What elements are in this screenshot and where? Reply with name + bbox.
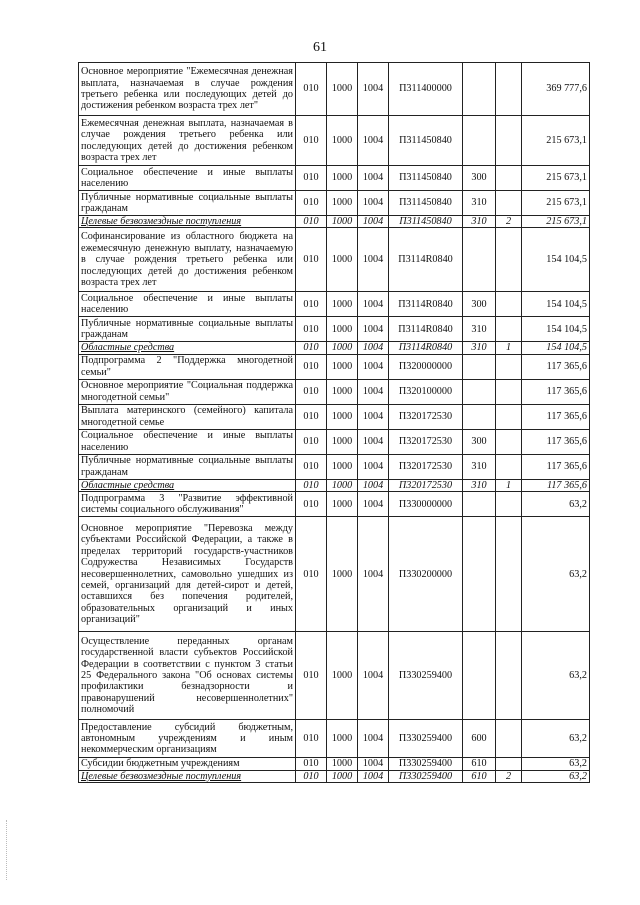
row-grbs-code: 010 xyxy=(296,191,327,216)
row-name: Социальное обеспечение и иные выплаты населению xyxy=(79,429,296,454)
table-row xyxy=(79,770,590,782)
row-grbs-code: 010 xyxy=(296,354,327,379)
row-subsection-code: 1004 xyxy=(358,317,389,342)
row-section-code: 1000 xyxy=(327,454,358,479)
row-section-code: 1000 xyxy=(327,354,358,379)
row-target-article: П330259400 xyxy=(389,758,463,770)
row-name: Областные средства xyxy=(79,342,296,354)
row-name: Субсидии бюджетным учреждениям xyxy=(79,758,296,770)
row-subsection-code: 1004 xyxy=(358,429,389,454)
row-name: Предоставление субсидий бюджетным, автономным учреждениям и иным некоммерческим организациям xyxy=(79,720,296,758)
row-expense-type xyxy=(463,517,496,632)
row-subsection-code: 1004 xyxy=(358,479,389,491)
row-subsection-code: 1004 xyxy=(358,228,389,292)
row-grbs-code: 010 xyxy=(296,228,327,292)
row-amount: 215 673,1 xyxy=(522,191,590,216)
row-name: Социальное обеспечение и иные выплаты населению xyxy=(79,166,296,191)
row-expense-type: 310 xyxy=(463,454,496,479)
row-grbs-code: 010 xyxy=(296,292,327,317)
table-row xyxy=(79,492,590,517)
row-amount: 154 104,5 xyxy=(522,342,590,354)
table-row xyxy=(79,166,590,191)
table-row xyxy=(79,404,590,429)
table-row xyxy=(79,720,590,758)
row-subsection-code: 1004 xyxy=(358,216,389,228)
row-amount: 117 365,6 xyxy=(522,404,590,429)
row-grbs-code: 010 xyxy=(296,454,327,479)
row-grbs-code: 010 xyxy=(296,342,327,354)
row-amount: 215 673,1 xyxy=(522,116,590,166)
row-expense-type xyxy=(463,116,496,166)
table-row xyxy=(79,116,590,166)
table-row xyxy=(79,354,590,379)
row-amount: 117 365,6 xyxy=(522,429,590,454)
row-amount: 63,2 xyxy=(522,492,590,517)
row-grbs-code: 010 xyxy=(296,758,327,770)
row-funding-source xyxy=(496,354,522,379)
row-target-article: П311400000 xyxy=(389,63,463,116)
row-name: Основное мероприятие "Перевозка между субъектами Российской Федерации, а также в пределах территорий государств-участников Содружества Независимых Государств несовершеннолетних, самовольно ушедших из семей, организаций для детей-сирот и детей, оставшихся без попечения родителей, образовательных организаций и иных организаций" xyxy=(79,517,296,632)
row-section-code: 1000 xyxy=(327,720,358,758)
row-target-article: П311450840 xyxy=(389,216,463,228)
row-amount: 63,2 xyxy=(522,517,590,632)
row-name: Основное мероприятие "Социальная поддержка многодетной семьи" xyxy=(79,379,296,404)
row-expense-type xyxy=(463,632,496,720)
row-target-article: П320172530 xyxy=(389,479,463,491)
row-subsection-code: 1004 xyxy=(358,292,389,317)
row-expense-type: 300 xyxy=(463,166,496,191)
row-expense-type: 310 xyxy=(463,479,496,491)
row-name: Публичные нормативные социальные выплаты гражданам xyxy=(79,191,296,216)
row-target-article: П320172530 xyxy=(389,404,463,429)
row-expense-type: 310 xyxy=(463,191,496,216)
row-section-code: 1000 xyxy=(327,166,358,191)
row-grbs-code: 010 xyxy=(296,720,327,758)
row-funding-source xyxy=(496,379,522,404)
row-section-code: 1000 xyxy=(327,632,358,720)
row-amount: 154 104,5 xyxy=(522,228,590,292)
row-section-code: 1000 xyxy=(327,492,358,517)
row-name: Подпрограмма 2 "Поддержка многодетной семьи" xyxy=(79,354,296,379)
row-funding-source: 2 xyxy=(496,770,522,782)
row-funding-source xyxy=(496,166,522,191)
row-amount: 63,2 xyxy=(522,758,590,770)
row-section-code: 1000 xyxy=(327,404,358,429)
row-grbs-code: 010 xyxy=(296,116,327,166)
row-name: Целевые безвозмездные поступления xyxy=(79,216,296,228)
row-target-article: П3114R0840 xyxy=(389,342,463,354)
row-expense-type: 300 xyxy=(463,429,496,454)
table-row xyxy=(79,429,590,454)
row-name: Подпрограмма 3 "Развитие эффективной системы социального обслуживания" xyxy=(79,492,296,517)
row-funding-source: 2 xyxy=(496,216,522,228)
row-funding-source xyxy=(496,454,522,479)
row-target-article: П330259400 xyxy=(389,632,463,720)
row-subsection-code: 1004 xyxy=(358,166,389,191)
row-name: Софинансирование из областного бюджета на ежемесячную денежную выплату, назначаемую в случае рождения третьего ребенка или последующих детей до достижения ребенком возраста трех лет xyxy=(79,228,296,292)
budget-table-body xyxy=(79,63,590,783)
row-grbs-code: 010 xyxy=(296,632,327,720)
row-grbs-code: 010 xyxy=(296,492,327,517)
row-target-article: П3114R0840 xyxy=(389,292,463,317)
row-funding-source xyxy=(496,317,522,342)
row-expense-type xyxy=(463,354,496,379)
row-amount: 215 673,1 xyxy=(522,216,590,228)
row-expense-type xyxy=(463,492,496,517)
row-grbs-code: 010 xyxy=(296,479,327,491)
row-section-code: 1000 xyxy=(327,216,358,228)
row-funding-source xyxy=(496,720,522,758)
row-grbs-code: 010 xyxy=(296,404,327,429)
row-expense-type: 610 xyxy=(463,770,496,782)
row-subsection-code: 1004 xyxy=(358,454,389,479)
row-subsection-code: 1004 xyxy=(358,492,389,517)
row-amount: 63,2 xyxy=(522,720,590,758)
row-funding-source xyxy=(496,517,522,632)
row-target-article: П320172530 xyxy=(389,454,463,479)
row-target-article: П311450840 xyxy=(389,166,463,191)
row-subsection-code: 1004 xyxy=(358,354,389,379)
row-section-code: 1000 xyxy=(327,191,358,216)
row-subsection-code: 1004 xyxy=(358,632,389,720)
table-row xyxy=(79,479,590,491)
row-target-article: П330259400 xyxy=(389,770,463,782)
row-amount: 154 104,5 xyxy=(522,317,590,342)
row-section-code: 1000 xyxy=(327,317,358,342)
row-section-code: 1000 xyxy=(327,429,358,454)
row-target-article: П3114R0840 xyxy=(389,228,463,292)
row-amount: 215 673,1 xyxy=(522,166,590,191)
row-section-code: 1000 xyxy=(327,228,358,292)
row-amount: 63,2 xyxy=(522,770,590,782)
row-subsection-code: 1004 xyxy=(358,379,389,404)
row-subsection-code: 1004 xyxy=(358,758,389,770)
table-row xyxy=(79,292,590,317)
row-subsection-code: 1004 xyxy=(358,770,389,782)
scan-margin-marks xyxy=(6,820,11,880)
row-section-code: 1000 xyxy=(327,342,358,354)
row-subsection-code: 1004 xyxy=(358,116,389,166)
row-expense-type xyxy=(463,404,496,429)
row-funding-source xyxy=(496,404,522,429)
row-funding-source xyxy=(496,191,522,216)
table-row xyxy=(79,379,590,404)
table-row xyxy=(79,342,590,354)
row-name: Ежемесячная денежная выплата, назначаемая в случае рождения третьего ребенка или последующих детей до достижения ребенком возраста трех лет xyxy=(79,116,296,166)
row-amount: 117 365,6 xyxy=(522,454,590,479)
budget-table xyxy=(78,62,590,783)
row-target-article: П320100000 xyxy=(389,379,463,404)
row-grbs-code: 010 xyxy=(296,216,327,228)
row-section-code: 1000 xyxy=(327,63,358,116)
row-name: Основное мероприятие "Ежемесячная денежная выплата, назначаемая в случае рождения третьего ребенка или последующих детей до достижения ребенком возраста трех лет" xyxy=(79,63,296,116)
row-amount: 117 365,6 xyxy=(522,479,590,491)
row-target-article: П330000000 xyxy=(389,492,463,517)
row-subsection-code: 1004 xyxy=(358,720,389,758)
row-section-code: 1000 xyxy=(327,517,358,632)
row-amount: 117 365,6 xyxy=(522,354,590,379)
row-section-code: 1000 xyxy=(327,116,358,166)
row-grbs-code: 010 xyxy=(296,63,327,116)
row-expense-type: 310 xyxy=(463,342,496,354)
table-row xyxy=(79,632,590,720)
table-row xyxy=(79,317,590,342)
row-grbs-code: 010 xyxy=(296,379,327,404)
row-section-code: 1000 xyxy=(327,770,358,782)
row-expense-type xyxy=(463,63,496,116)
table-row xyxy=(79,454,590,479)
row-target-article: П320172530 xyxy=(389,429,463,454)
row-subsection-code: 1004 xyxy=(358,191,389,216)
row-target-article: П311450840 xyxy=(389,116,463,166)
table-row xyxy=(79,228,590,292)
row-target-article: П330200000 xyxy=(389,517,463,632)
row-amount: 117 365,6 xyxy=(522,379,590,404)
row-expense-type: 300 xyxy=(463,292,496,317)
table-row xyxy=(79,758,590,770)
row-expense-type: 310 xyxy=(463,216,496,228)
row-grbs-code: 010 xyxy=(296,317,327,342)
row-expense-type: 600 xyxy=(463,720,496,758)
row-funding-source xyxy=(496,292,522,317)
row-funding-source xyxy=(496,429,522,454)
row-section-code: 1000 xyxy=(327,758,358,770)
row-expense-type: 610 xyxy=(463,758,496,770)
row-funding-source: 1 xyxy=(496,479,522,491)
row-target-article: П330259400 xyxy=(389,720,463,758)
row-funding-source xyxy=(496,228,522,292)
row-target-article: П311450840 xyxy=(389,191,463,216)
table-row xyxy=(79,517,590,632)
row-funding-source xyxy=(496,632,522,720)
row-section-code: 1000 xyxy=(327,479,358,491)
row-amount: 369 777,6 xyxy=(522,63,590,116)
row-section-code: 1000 xyxy=(327,292,358,317)
row-name: Публичные нормативные социальные выплаты гражданам xyxy=(79,317,296,342)
row-funding-source xyxy=(496,116,522,166)
table-row xyxy=(79,63,590,116)
row-grbs-code: 010 xyxy=(296,517,327,632)
page-number: 61 xyxy=(313,40,327,55)
row-name: Публичные нормативные социальные выплаты гражданам xyxy=(79,454,296,479)
table-row xyxy=(79,216,590,228)
row-name: Осуществление переданных органам государственной власти субъектов Российской Федерации в соответствии с пунктом 3 статьи 25 Федерального закона "Об основах системы профилактики безнадзорности и правонарушений несовершеннолетних" полномочий xyxy=(79,632,296,720)
row-section-code: 1000 xyxy=(327,379,358,404)
row-expense-type xyxy=(463,228,496,292)
row-expense-type: 310 xyxy=(463,317,496,342)
row-grbs-code: 010 xyxy=(296,166,327,191)
row-grbs-code: 010 xyxy=(296,429,327,454)
row-name: Целевые безвозмездные поступления xyxy=(79,770,296,782)
row-target-article: П320000000 xyxy=(389,354,463,379)
row-funding-source xyxy=(496,758,522,770)
row-amount: 154 104,5 xyxy=(522,292,590,317)
row-name: Социальное обеспечение и иные выплаты населению xyxy=(79,292,296,317)
row-subsection-code: 1004 xyxy=(358,342,389,354)
row-subsection-code: 1004 xyxy=(358,517,389,632)
row-name: Областные средства xyxy=(79,479,296,491)
row-target-article: П3114R0840 xyxy=(389,317,463,342)
row-subsection-code: 1004 xyxy=(358,63,389,116)
row-name: Выплата материнского (семейного) капитала многодетной семье xyxy=(79,404,296,429)
row-subsection-code: 1004 xyxy=(358,404,389,429)
row-funding-source xyxy=(496,492,522,517)
row-amount: 63,2 xyxy=(522,632,590,720)
row-funding-source xyxy=(496,63,522,116)
row-expense-type xyxy=(463,379,496,404)
table-row xyxy=(79,191,590,216)
row-funding-source: 1 xyxy=(496,342,522,354)
row-grbs-code: 010 xyxy=(296,770,327,782)
